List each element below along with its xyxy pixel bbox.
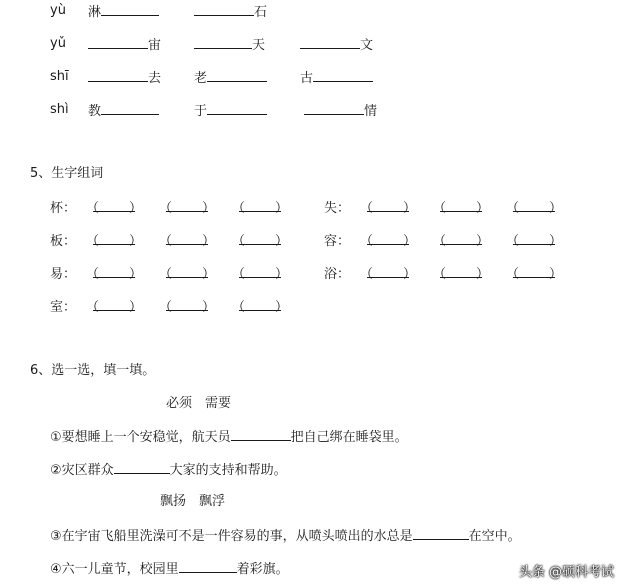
- word-char: 文: [360, 38, 374, 53]
- open-paren: （: [232, 267, 246, 282]
- word-formation-row: [324, 198, 579, 218]
- answer-blank[interactable]: [101, 2, 159, 16]
- close-paren: ）: [476, 234, 490, 249]
- section-title: 6、选一选，填一填。: [30, 363, 156, 378]
- word-blank-item: [194, 68, 267, 88]
- answer-blank[interactable]: [179, 559, 237, 573]
- word-char: 老: [194, 71, 208, 86]
- word-char: 天: [252, 38, 266, 53]
- paren-blank[interactable]: [86, 198, 159, 218]
- close-paren: ）: [476, 201, 490, 216]
- open-paren: （: [433, 267, 447, 282]
- word-formation-row: [324, 264, 579, 284]
- paren-blank[interactable]: [159, 231, 232, 251]
- open-paren: （: [433, 201, 447, 216]
- paren-blank[interactable]: [433, 231, 506, 251]
- answer-blank[interactable]: [413, 526, 469, 540]
- question-text: 大家的支持和帮助。: [169, 463, 287, 478]
- answer-blank[interactable]: [114, 460, 170, 474]
- word-formation-row: [324, 231, 579, 251]
- paren-blank[interactable]: [232, 231, 305, 251]
- paren-blank[interactable]: [159, 297, 232, 317]
- pinyin-label: shì: [50, 102, 69, 117]
- paren-blank[interactable]: [159, 264, 232, 284]
- answer-blank[interactable]: [231, 427, 291, 441]
- open-paren: （: [86, 201, 100, 216]
- word-formation-row: [50, 264, 305, 284]
- question-text: ①要想睡上一个安稳觉，航天员: [50, 430, 231, 445]
- paren-blank[interactable]: [433, 264, 506, 284]
- word-char: 教: [88, 104, 102, 119]
- paren-blank[interactable]: [232, 198, 305, 218]
- paren-blank[interactable]: [86, 264, 159, 284]
- paren-blank[interactable]: [360, 264, 433, 284]
- open-paren: （: [433, 234, 447, 249]
- source-character: 浴：: [324, 267, 351, 282]
- close-paren: ）: [275, 201, 289, 216]
- paren-blank[interactable]: [506, 231, 579, 251]
- question-text: 在空中。: [468, 529, 521, 544]
- paren-blank[interactable]: [506, 198, 579, 218]
- word-blank-item: [88, 68, 161, 88]
- word-char: 石: [254, 5, 268, 20]
- word-blank-item: [88, 2, 159, 22]
- answer-blank[interactable]: [313, 68, 373, 82]
- paren-blank[interactable]: [86, 297, 159, 317]
- close-paren: ）: [476, 267, 490, 282]
- question-item: [50, 559, 289, 579]
- source-character: 室：: [50, 300, 77, 315]
- close-paren: ）: [202, 267, 216, 282]
- paren-blank[interactable]: [360, 198, 433, 218]
- word-blank-item: [300, 68, 373, 88]
- close-paren: ）: [403, 201, 417, 216]
- open-paren: （: [159, 201, 173, 216]
- word-blank-item: [88, 35, 161, 55]
- word-char: 古: [300, 71, 314, 86]
- question-text: ③在宇宙飞船里洗澡可不是一件容易的事，从喷头喷出的水总是: [50, 529, 413, 544]
- answer-blank[interactable]: [88, 35, 148, 49]
- open-paren: （: [360, 201, 374, 216]
- source-character: 容：: [324, 234, 351, 249]
- answer-blank[interactable]: [194, 2, 254, 16]
- close-paren: ）: [202, 234, 216, 249]
- question-text: 把自己绑在睡袋里。: [290, 430, 408, 445]
- paren-blank[interactable]: [360, 231, 433, 251]
- word-formation-row: [50, 198, 305, 218]
- close-paren: ）: [129, 300, 143, 315]
- open-paren: （: [86, 267, 100, 282]
- close-paren: ）: [403, 267, 417, 282]
- open-paren: （: [159, 267, 173, 282]
- word-char: 去: [148, 71, 162, 86]
- source-character: 板：: [50, 234, 77, 249]
- word-blank-item: [194, 35, 265, 55]
- question-text: ④六一儿童节，校园里: [50, 562, 179, 577]
- open-paren: （: [506, 201, 520, 216]
- open-paren: （: [232, 201, 246, 216]
- answer-blank[interactable]: [101, 101, 159, 115]
- question-text: 着彩旗。: [236, 562, 289, 577]
- close-paren: ）: [129, 267, 143, 282]
- open-paren: （: [232, 300, 246, 315]
- word-blank-item: [300, 35, 373, 55]
- word-formation-row: [50, 231, 305, 251]
- open-paren: （: [159, 300, 173, 315]
- close-paren: ）: [275, 267, 289, 282]
- close-paren: ）: [403, 234, 417, 249]
- close-paren: ）: [275, 234, 289, 249]
- close-paren: ）: [549, 267, 563, 282]
- paren-blank[interactable]: [232, 297, 305, 317]
- question-item: [50, 526, 521, 546]
- answer-blank[interactable]: [88, 68, 148, 82]
- open-paren: （: [86, 300, 100, 315]
- close-paren: ）: [129, 201, 143, 216]
- answer-blank[interactable]: [207, 101, 267, 115]
- source-character: 易：: [50, 267, 77, 282]
- word-choice-group: 必须 需要: [166, 396, 232, 411]
- open-paren: （: [360, 267, 374, 282]
- word-formation-row: [50, 297, 305, 317]
- question-item: [50, 427, 408, 447]
- open-paren: （: [86, 234, 100, 249]
- paren-blank[interactable]: [232, 264, 305, 284]
- word-char: 情: [364, 104, 378, 119]
- pinyin-label: shī: [50, 69, 69, 84]
- close-paren: ）: [549, 201, 563, 216]
- word-char: 于: [194, 104, 208, 119]
- close-paren: ）: [202, 201, 216, 216]
- word-char: 宙: [148, 38, 162, 53]
- paren-blank[interactable]: [433, 198, 506, 218]
- question-item: [50, 460, 287, 480]
- answer-blank[interactable]: [194, 35, 252, 49]
- close-paren: ）: [129, 234, 143, 249]
- watermark: 头条 @硕科考试: [518, 565, 614, 580]
- open-paren: （: [506, 267, 520, 282]
- source-character: 失：: [324, 201, 351, 216]
- answer-blank[interactable]: [304, 101, 364, 115]
- open-paren: （: [506, 234, 520, 249]
- section-title: 5、生字组词: [30, 166, 104, 181]
- word-blank-item: [194, 101, 267, 121]
- open-paren: （: [232, 234, 246, 249]
- paren-blank[interactable]: [86, 231, 159, 251]
- pinyin-label: yù: [50, 3, 66, 18]
- word-choice-group: 飘扬 飘浮: [160, 494, 226, 509]
- word-char: 淋: [88, 5, 102, 20]
- close-paren: ）: [202, 300, 216, 315]
- paren-blank[interactable]: [159, 198, 232, 218]
- word-blank-item: [194, 2, 267, 22]
- pinyin-label: yǔ: [50, 36, 66, 51]
- word-blank-item: [304, 101, 377, 121]
- question-text: ②灾区群众: [50, 463, 114, 478]
- paren-blank[interactable]: [506, 264, 579, 284]
- open-paren: （: [159, 234, 173, 249]
- close-paren: ）: [275, 300, 289, 315]
- answer-blank[interactable]: [207, 68, 267, 82]
- close-paren: ）: [549, 234, 563, 249]
- word-blank-item: [88, 101, 159, 121]
- answer-blank[interactable]: [300, 35, 360, 49]
- source-character: 杯：: [50, 201, 77, 216]
- open-paren: （: [360, 234, 374, 249]
